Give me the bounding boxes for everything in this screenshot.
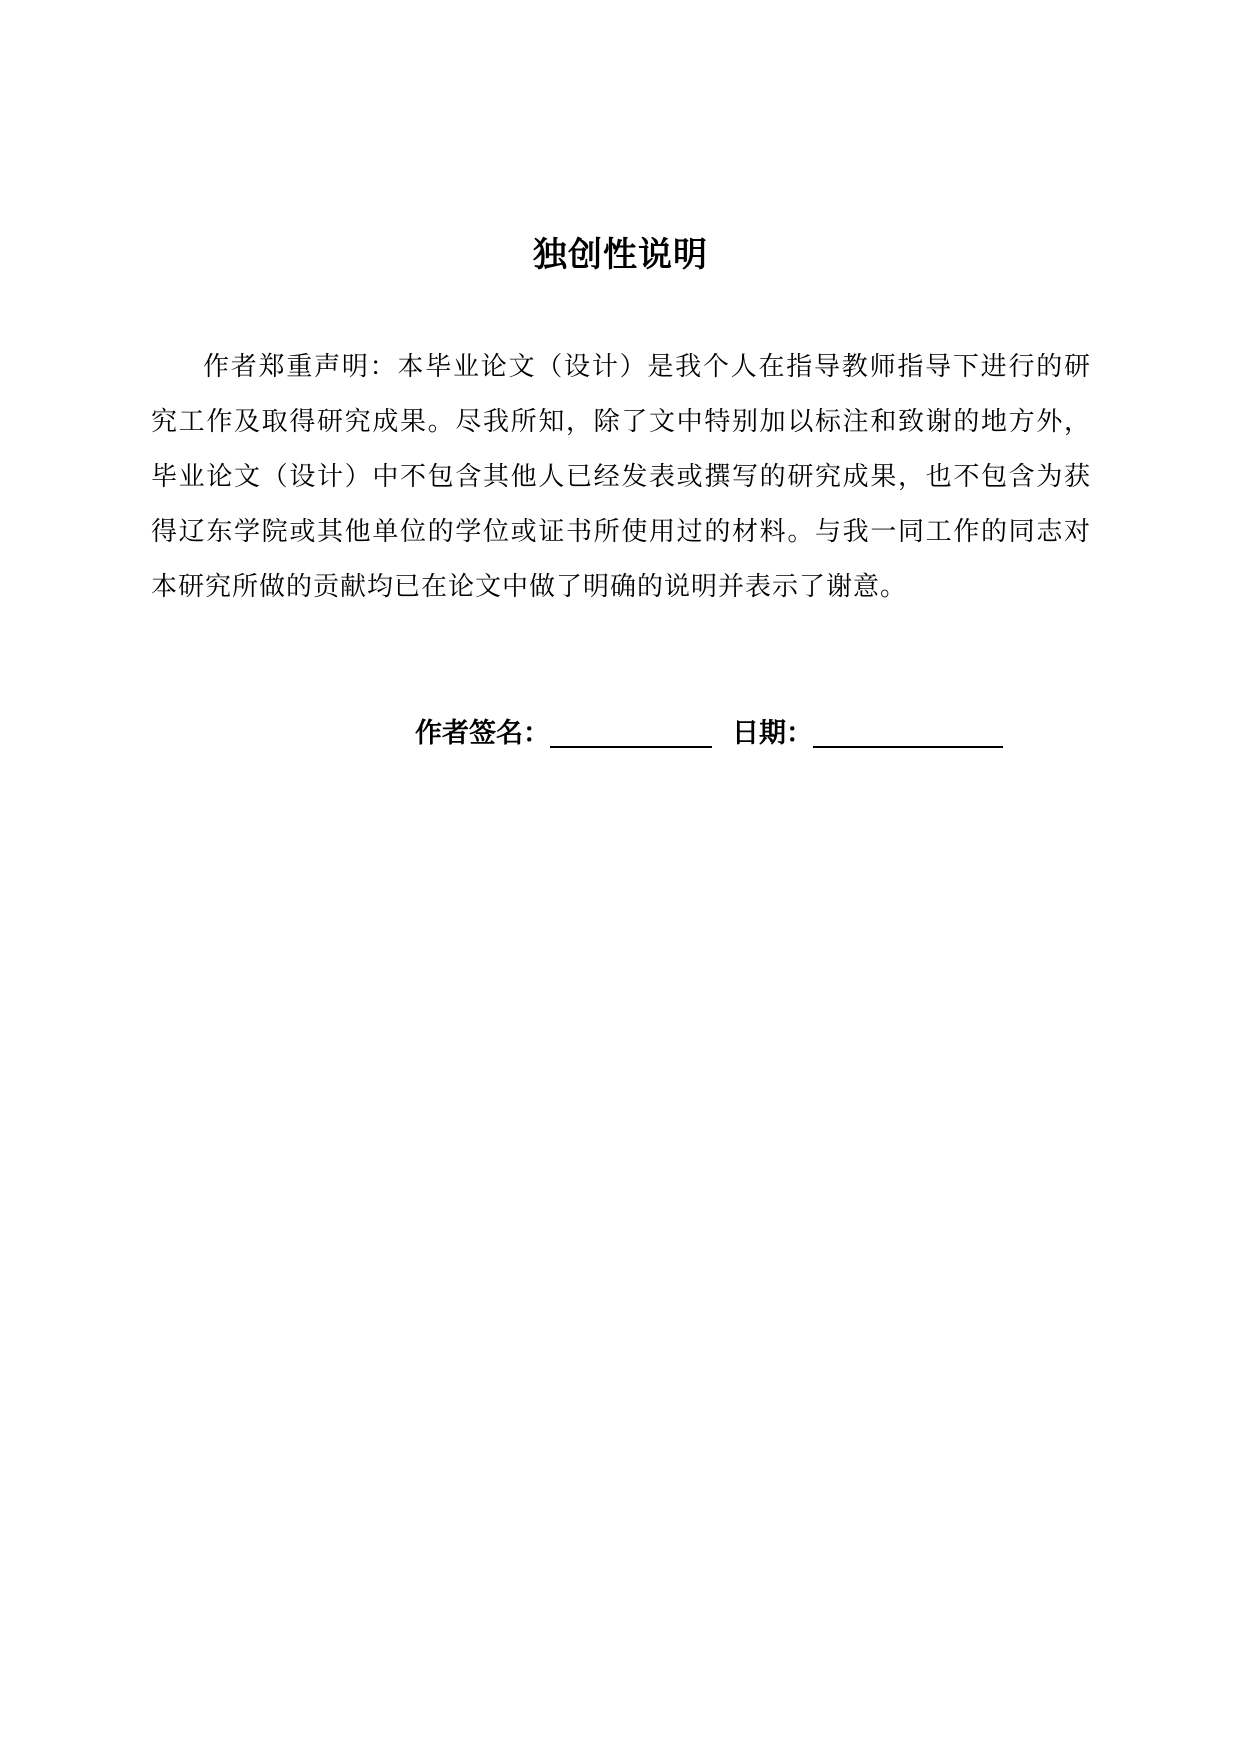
signature-label: 作者签名： (415, 718, 550, 749)
signature-blank (550, 716, 712, 748)
signature-row (415, 712, 1035, 756)
page-title: 独创性说明 (533, 235, 708, 275)
date-label: 日期： (732, 718, 813, 749)
date-blank (813, 716, 1003, 748)
originality-statement: 作者郑重声明：本毕业论文（设计）是我个人在指导教师指导下进行的研究工作及取得研究成果。尽我所知，除了文中特别加以标注和致谢的地方外，毕业论文（设计）中不包含其他人已经发表或撰写的研究成果，也不包含为获得辽东学院或其他单位的学位或证书所使用过的材料。与我一同工作的同志对本研究所做的贡献均已在论文中做了明确的说明并表示了谢意。 (151, 352, 1091, 602)
